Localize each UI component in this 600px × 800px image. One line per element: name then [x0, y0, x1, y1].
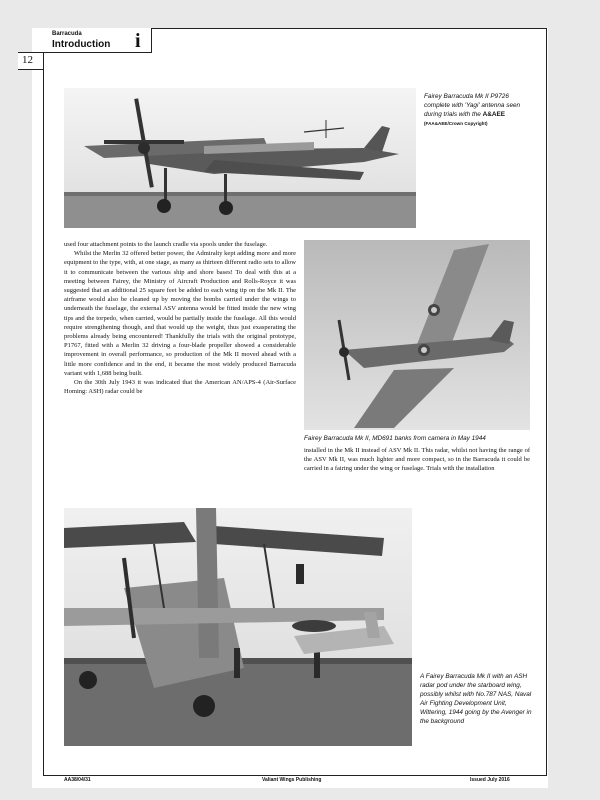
body-paragraph: installed in the Mk II instead of ASV Mk II. This radar, whilst not having the range of the ASV Mk II, was much lighter and more compact, so in the Barracuda it could be carried in a fairing under the wing or fuselage. Trials with the installation — [304, 447, 530, 473]
body-paragraph: used four attachment points to the launch cradle via spools under the fuselage. — [64, 241, 268, 248]
footer-publisher: Valiant Wings Publishing — [262, 777, 322, 783]
caption-top-text: Fairey Barracuda Mk II P9726 complete with 'Yagi' antenna seen during trials with the — [424, 93, 521, 118]
body-paragraph: On the 30th July 1943 it was indicated that the American AN/APS-4 (Air-Surface Homing: ASH) radar could be — [64, 379, 296, 396]
photo-barracuda-md691 — [304, 240, 530, 430]
caption-top-org: A&AEE — [482, 111, 505, 118]
body-right-column — [304, 446, 530, 474]
page-number: 12 — [22, 54, 33, 66]
footer-issue: Issued July 2016 — [470, 777, 510, 783]
header-series: Barracuda — [52, 31, 82, 37]
caption-bottom: A Fairey Barracuda Mk II with an ASH radar pod under the starboard wing, possibly whilst with No.787 NAS, Naval Air Fighting Development Unit, Wittering, 1944 going by the Avenger in the background — [420, 673, 532, 725]
header-section: Introduction — [52, 39, 111, 50]
photo-barracuda-ash-radar — [64, 508, 412, 746]
info-icon: i — [135, 30, 141, 52]
caption-top — [424, 92, 534, 128]
caption-top-credit: (FAA&AEE/Crown Copyright) — [424, 121, 488, 126]
photo-barracuda-p9726 — [64, 88, 416, 228]
footer-code: AA38/04/31 — [64, 777, 91, 783]
body-left-column — [64, 240, 296, 396]
caption-mid: Fairey Barracuda Mk II, MD691 banks from camera in May 1944 — [304, 435, 486, 442]
body-paragraph: Whilst the Merlin 32 offered better power, the Admiralty kept adding more and more equipment to the type, with, at one stage, as many as thirteen different radio sets to allow it to communicate between the various ship and shore bases! To deal with this at a meeting between Fairey, the Ministry of Aircraft Production and Rolls-Royce it was suggested that an additional 25 square feet be added to each wing tip on the Mk II. The airframe would also be cleaned up by moving the bombs carried under the wings to underneath the fuselage, the external ASV antenna would be fitted inside the new wing tips and the torpedo, when carried, would be partially inside the fuselage. All this would require strengthening though, and that would up the weight, thus just exasperating the problems already being encountered! Thankfully the trials with the original prototype, P1767, fitted with a Merlin 32 driving a four-blade propeller showed a considerable improvement in overall performance, so production of the Mk II moved ahead with a little more confidence and in the end, it became the most widely produced Barracuda variant with 1,688 being built. — [64, 250, 296, 377]
